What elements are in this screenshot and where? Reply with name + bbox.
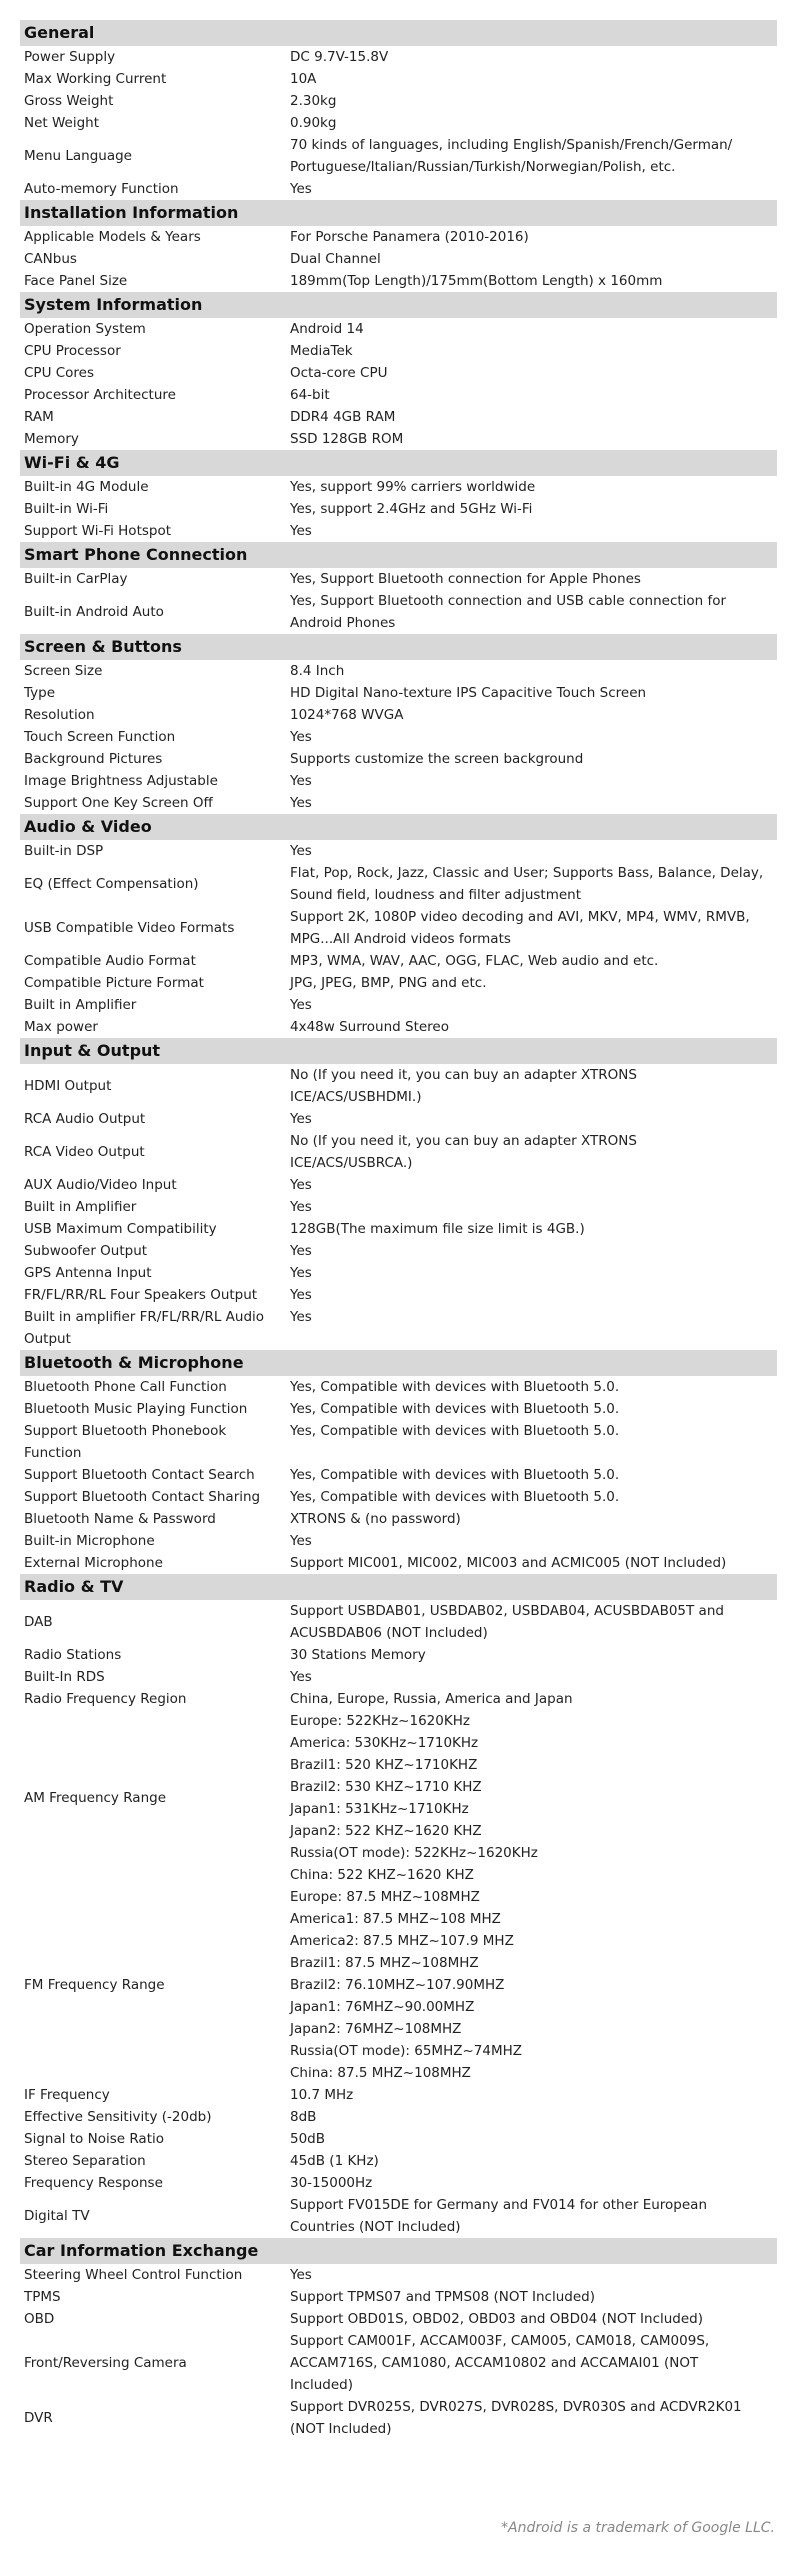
spec-row [20, 2330, 777, 2396]
spec-value: Support TPMS07 and TPMS08 (NOT Included) [290, 2289, 596, 2305]
spec-row [20, 792, 777, 814]
spec-label: Frequency Response [24, 2175, 163, 2191]
spec-value: Yes [290, 2267, 312, 2283]
spec-row [20, 2264, 777, 2286]
spec-row [20, 972, 777, 994]
spec-value: Yes [290, 997, 312, 1013]
spec-label: Max power [24, 1019, 98, 1035]
section-header: Screen & Buttons [20, 634, 777, 660]
spec-row [20, 748, 777, 770]
spec-row [20, 1284, 777, 1306]
spec-value: 8dB [290, 2109, 317, 2125]
spec-row [20, 1420, 777, 1464]
spec-label: Gross Weight [24, 93, 114, 109]
spec-row [20, 590, 777, 634]
spec-value: Yes [290, 773, 312, 789]
spec-row [20, 2308, 777, 2330]
spec-row [20, 950, 777, 972]
spec-value: Yes, Support Bluetooth connection and USB cable connection for Android Phones [290, 593, 727, 631]
spec-row [20, 1196, 777, 1218]
spec-label: Applicable Models & Years [24, 229, 201, 245]
spec-label: Image Brightness Adjustable [24, 773, 218, 789]
spec-label: Built-in CarPlay [24, 571, 128, 587]
spec-label: Operation System [24, 321, 146, 337]
spec-value: Yes [290, 1177, 312, 1193]
spec-row [20, 2396, 777, 2440]
spec-row [20, 318, 777, 340]
spec-label: Auto-memory Function [24, 181, 179, 197]
spec-row [20, 1886, 777, 2084]
spec-row [20, 770, 777, 792]
spec-row [20, 428, 777, 450]
spec-value: Flat, Pop, Rock, Jazz, Classic and User; Supports Bass, Balance, Delay, Sound field, loudness and filter adjustment [290, 865, 764, 903]
spec-value: 0.90kg [290, 115, 337, 131]
spec-value: Yes, support 2.4GHz and 5GHz Wi-Fi [290, 501, 533, 517]
spec-row [20, 248, 777, 270]
spec-row [20, 1174, 777, 1196]
spec-value: MediaTek [290, 343, 353, 359]
section-header: System Information [20, 292, 777, 318]
spec-row [20, 1464, 777, 1486]
spec-label: TPMS [24, 2289, 61, 2305]
spec-label: EQ (Effect Compensation) [24, 876, 199, 892]
spec-value: Support FV015DE for Germany and FV014 for other European Countries (NOT Included) [290, 2197, 707, 2235]
spec-label: Bluetooth Music Playing Function [24, 1401, 248, 1417]
spec-value: Yes [290, 1669, 312, 1685]
spec-value: MP3, WMA, WAV, AAC, OGG, FLAC, Web audio and etc. [290, 953, 659, 969]
spec-label: Radio Stations [24, 1647, 122, 1663]
spec-value: Support OBD01S, OBD02, OBD03 and OBD04 (NOT Included) [290, 2311, 704, 2327]
spec-label: Effective Sensitivity (-20db) [24, 2109, 212, 2125]
spec-value: Europe: 87.5 MHZ~108MHZ America1: 87.5 MHZ~108 MHZ America2: 87.5 MHZ~107.9 MHZ Brazil1: 87.5 MHZ~108MHZ Brazil2: 76.10MHZ~107.90MHZ Japan1: 76MHZ~90.00MHZ Japan2: 76MHZ~108MHZ Russia(OT mode): 65MHZ~74MHZ China: 87.5 MHZ~108MHZ [290, 1889, 523, 2081]
spec-row [20, 2194, 777, 2238]
section-header: Bluetooth & Microphone [20, 1350, 777, 1376]
spec-value: Yes [290, 1265, 312, 1281]
spec-value: Yes, support 99% carriers worldwide [290, 479, 536, 495]
spec-row [20, 568, 777, 590]
spec-value: Supports customize the screen background [290, 751, 584, 767]
spec-row [20, 1666, 777, 1688]
spec-label: Bluetooth Name & Password [24, 1511, 216, 1527]
spec-label: Max Working Current [24, 71, 167, 87]
section-header: Radio & TV [20, 1574, 777, 1600]
spec-row [20, 840, 777, 862]
spec-value: 50dB [290, 2131, 326, 2147]
spec-label: RAM [24, 409, 54, 425]
spec-row [20, 862, 777, 906]
spec-value: Yes [290, 1287, 312, 1303]
spec-label: Menu Language [24, 148, 132, 164]
spec-label: Screen Size [24, 663, 103, 679]
spec-row [20, 498, 777, 520]
spec-row [20, 906, 777, 950]
spec-value: 64-bit [290, 387, 330, 403]
spec-label: GPS Antenna Input [24, 1265, 152, 1281]
spec-label: AUX Audio/Video Input [24, 1177, 177, 1193]
spec-label: OBD [24, 2311, 55, 2327]
spec-label: CPU Processor [24, 343, 121, 359]
spec-label: Processor Architecture [24, 387, 176, 403]
spec-row [20, 270, 777, 292]
spec-row [20, 134, 777, 178]
spec-value: Yes, Support Bluetooth connection for Apple Phones [290, 571, 641, 587]
spec-row [20, 2128, 777, 2150]
spec-row [20, 112, 777, 134]
spec-row [20, 1262, 777, 1284]
spec-row [20, 1486, 777, 1508]
spec-row [20, 1218, 777, 1240]
spec-label: Built in amplifier FR/FL/RR/RL Audio Output [24, 1309, 265, 1347]
spec-row [20, 1130, 777, 1174]
spec-row [20, 90, 777, 112]
spec-label: Touch Screen Function [24, 729, 176, 745]
spec-value: 10A [290, 71, 317, 87]
spec-label: Stereo Separation [24, 2153, 146, 2169]
section-header: General [20, 20, 777, 46]
spec-label: Built in Amplifier [24, 997, 137, 1013]
spec-value: Octa-core CPU [290, 365, 388, 381]
spec-label: Support Bluetooth Phonebook Function [24, 1423, 227, 1461]
spec-row [20, 1376, 777, 1398]
spec-row [20, 1306, 777, 1350]
spec-row [20, 476, 777, 498]
section-header: Smart Phone Connection [20, 542, 777, 568]
spec-label: RCA Video Output [24, 1144, 145, 1160]
spec-row [20, 1064, 777, 1108]
spec-value: Yes, Compatible with devices with Bluetooth 5.0. [290, 1489, 620, 1505]
spec-value: Yes, Compatible with devices with Bluetooth 5.0. [290, 1401, 620, 1417]
spec-value: Support DVR025S, DVR027S, DVR028S, DVR030S and ACDVR2K01 (NOT Included) [290, 2399, 742, 2437]
spec-label: Built-In RDS [24, 1669, 105, 1685]
spec-row [20, 362, 777, 384]
spec-label: Support One Key Screen Off [24, 795, 213, 811]
spec-value: DC 9.7V-15.8V [290, 49, 389, 65]
spec-label: FM Frequency Range [24, 1977, 165, 1993]
spec-label: Built in Amplifier [24, 1199, 137, 1215]
spec-value: Support USBDAB01, USBDAB02, USBDAB04, ACUSBDAB05T and ACUSBDAB06 (NOT Included) [290, 1603, 724, 1641]
spec-value: Yes [290, 843, 312, 859]
spec-value: No (If you need it, you can buy an adapter XTRONS ICE/ACS/USBRCA.) [290, 1133, 637, 1171]
spec-row [20, 2286, 777, 2308]
spec-row [20, 406, 777, 428]
spec-value: 30-15000Hz [290, 2175, 373, 2191]
spec-value: SSD 128GB ROM [290, 431, 404, 447]
spec-label: Built-in Wi-Fi [24, 501, 109, 517]
spec-label: Built-in Microphone [24, 1533, 155, 1549]
spec-row [20, 2084, 777, 2106]
spec-label: RCA Audio Output [24, 1111, 146, 1127]
spec-label: External Microphone [24, 1555, 163, 1571]
spec-row [20, 1016, 777, 1038]
spec-row [20, 994, 777, 1016]
spec-value: Android 14 [290, 321, 364, 337]
spec-label: Background Pictures [24, 751, 163, 767]
spec-row [20, 46, 777, 68]
spec-label: Built-in DSP [24, 843, 104, 859]
spec-label: FR/FL/RR/RL Four Speakers Output [24, 1287, 258, 1303]
section-header: Input & Output [20, 1038, 777, 1064]
spec-row [20, 1600, 777, 1644]
spec-label: Compatible Picture Format [24, 975, 204, 991]
spec-value: For Porsche Panamera (2010-2016) [290, 229, 529, 245]
spec-value: Yes [290, 1199, 312, 1215]
spec-value: Yes [290, 523, 312, 539]
section-header: Wi-Fi & 4G [20, 450, 777, 476]
spec-label: AM Frequency Range [24, 1790, 166, 1806]
spec-row [20, 704, 777, 726]
spec-value: Yes, Compatible with devices with Bluetooth 5.0. [290, 1467, 620, 1483]
spec-label: Support Bluetooth Contact Search [24, 1467, 255, 1483]
section-header: Car Information Exchange [20, 2238, 777, 2264]
spec-row [20, 68, 777, 90]
spec-row [20, 2150, 777, 2172]
spec-value: XTRONS & (no password) [290, 1511, 461, 1527]
spec-label: HDMI Output [24, 1078, 112, 1094]
spec-label: Net Weight [24, 115, 100, 131]
spec-value: Yes [290, 1243, 312, 1259]
spec-label: Memory [24, 431, 79, 447]
spec-value: DDR4 4GB RAM [290, 409, 396, 425]
spec-row [20, 682, 777, 704]
spec-value: 45dB (1 KHz) [290, 2153, 379, 2169]
spec-row [20, 340, 777, 362]
section-header: Audio & Video [20, 814, 777, 840]
spec-row [20, 1240, 777, 1262]
spec-value: Europe: 522KHz~1620KHz America: 530KHz~1710KHz Brazil1: 520 KHZ~1710KHZ Brazil2: 530 KHZ~1710 KHZ Japan1: 531KHz~1710KHz Japan2: 522 KHZ~1620 KHZ Russia(OT mode): 522KHz~1620KHz China: 522 KHZ~1620 KHZ [290, 1713, 538, 1883]
spec-row [20, 1398, 777, 1420]
spec-label: DAB [24, 1614, 53, 1630]
spec-value: Yes [290, 729, 312, 745]
spec-label: Steering Wheel Control Function [24, 2267, 243, 2283]
spec-row [20, 1530, 777, 1552]
spec-row [20, 726, 777, 748]
spec-row [20, 226, 777, 248]
spec-label: Type [24, 685, 56, 701]
spec-label: Digital TV [24, 2208, 90, 2224]
section-header: Installation Information [20, 200, 777, 226]
spec-label: Resolution [24, 707, 95, 723]
spec-label: Power Supply [24, 49, 116, 65]
spec-label: Front/Reversing Camera [24, 2355, 187, 2371]
spec-label: Built-in Android Auto [24, 604, 164, 620]
spec-row [20, 384, 777, 406]
spec-value: HD Digital Nano-texture IPS Capacitive Touch Screen [290, 685, 647, 701]
spec-row [20, 1710, 777, 1886]
spec-label: Signal to Noise Ratio [24, 2131, 165, 2147]
spec-value: 189mm(Top Length)/175mm(Bottom Length) x 160mm [290, 273, 663, 289]
spec-label: Support Wi-Fi Hotspot [24, 523, 172, 539]
spec-row [20, 1508, 777, 1530]
spec-value: China, Europe, Russia, America and Japan [290, 1691, 573, 1707]
spec-row [20, 1108, 777, 1130]
spec-label: Subwoofer Output [24, 1243, 148, 1259]
spec-sheet [20, 20, 777, 2440]
spec-value: Support 2K, 1080P video decoding and AVI, MKV, MP4, WMV, RMVB, MPG...All Android videos formats [290, 909, 750, 947]
spec-value: JPG, JPEG, BMP, PNG and etc. [290, 975, 487, 991]
spec-value: Dual Channel [290, 251, 381, 267]
spec-value: Yes [290, 1111, 312, 1127]
spec-value: 70 kinds of languages, including English/Spanish/French/German/ Portuguese/Italian/Russian/Turkish/Norwegian/Polish, etc. [290, 137, 733, 175]
spec-value: Yes, Compatible with devices with Bluetooth 5.0. [290, 1423, 620, 1439]
spec-row [20, 660, 777, 682]
spec-label: DVR [24, 2410, 53, 2426]
spec-value: Yes [290, 1309, 312, 1325]
spec-row [20, 1552, 777, 1574]
spec-label: Radio Frequency Region [24, 1691, 187, 1707]
spec-row [20, 2106, 777, 2128]
spec-label: Built-in 4G Module [24, 479, 149, 495]
spec-label: USB Compatible Video Formats [24, 920, 235, 936]
spec-label: IF Frequency [24, 2087, 110, 2103]
spec-value: Yes [290, 795, 312, 811]
spec-value: 10.7 MHz [290, 2087, 354, 2103]
spec-row [20, 520, 777, 542]
spec-label: Compatible Audio Format [24, 953, 196, 969]
spec-value: Yes, Compatible with devices with Bluetooth 5.0. [290, 1379, 620, 1395]
spec-row [20, 1644, 777, 1666]
spec-label: USB Maximum Compatibility [24, 1221, 217, 1237]
spec-label: Support Bluetooth Contact Sharing [24, 1489, 261, 1505]
spec-value: Yes [290, 181, 312, 197]
spec-label: CPU Cores [24, 365, 95, 381]
spec-row [20, 178, 777, 200]
trademark-footnote: *Android is a trademark of Google LLC. [501, 2520, 775, 2536]
spec-value: Yes [290, 1533, 312, 1549]
spec-value: 128GB(The maximum file size limit is 4GB.) [290, 1221, 585, 1237]
spec-label: Bluetooth Phone Call Function [24, 1379, 227, 1395]
spec-value: 2.30kg [290, 93, 337, 109]
spec-value: 4x48w Surround Stereo [290, 1019, 450, 1035]
spec-value: 1024*768 WVGA [290, 707, 404, 723]
spec-label: CANbus [24, 251, 77, 267]
spec-value: Support MIC001, MIC002, MIC003 and ACMIC005 (NOT Included) [290, 1555, 727, 1571]
spec-value: 8.4 Inch [290, 663, 345, 679]
spec-value: 30 Stations Memory [290, 1647, 426, 1663]
spec-value: Support CAM001F, ACCAM003F, CAM005, CAM018, CAM009S, ACCAM716S, CAM1080, ACCAM10802 and ACCAMAI01 (NOT Included) [290, 2333, 710, 2393]
spec-label: Face Panel Size [24, 273, 128, 289]
spec-row [20, 1688, 777, 1710]
spec-value: No (If you need it, you can buy an adapter XTRONS ICE/ACS/USBHDMI.) [290, 1067, 637, 1105]
spec-row [20, 2172, 777, 2194]
